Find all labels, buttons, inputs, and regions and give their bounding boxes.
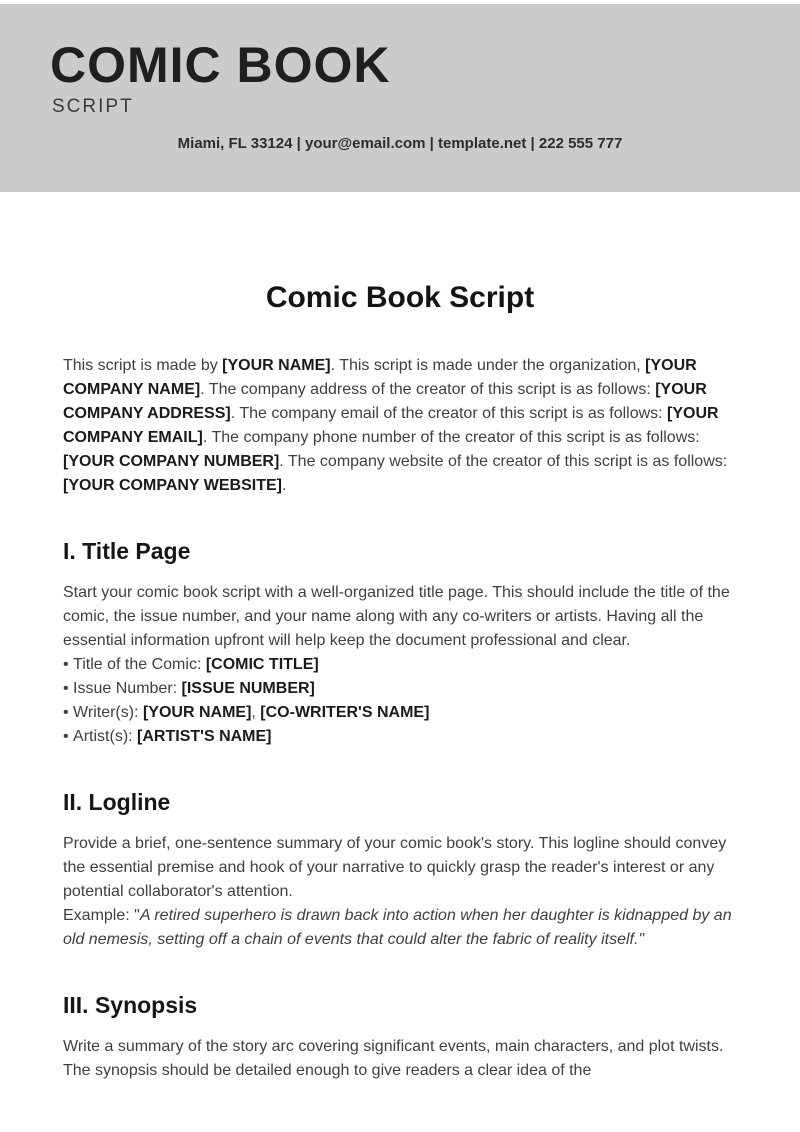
document-body — [0, 280, 800, 1083]
logline-example-paragraph: Example: "A retired superhero is drawn back into action when her daughter is kidnapped by an old nemesis, setting off a chain of events that could alter the fabric of reality itself." — [63, 907, 732, 948]
section-logline — [63, 787, 737, 952]
section-heading-title-page: I. Title Page — [63, 538, 191, 564]
intro-paragraph: This script is made by [YOUR NAME]. This script is made under the organization, [YOUR COMPANY NAME]. The company address of the creator of this script is as follows: [YOUR COMPANY ADDRESS]. The company email of the creator of this script is as follows: [YOUR COMPANY EMAIL]. The company phone number of the creator of this script is as follows: [YOUR COMPANY NUMBER]. The company website of the creator of this script is as follows: [YOUR COMPANY WEBSITE]. — [63, 357, 728, 494]
list-item-issue-number: • Issue Number: [ISSUE NUMBER] — [63, 677, 737, 701]
document-title: Comic Book Script — [265, 281, 535, 314]
title-page-paragraph: Start your comic book script with a well-organized title page. This should include the title of the comic, the issue number, and your name along with any co-writers or artists. Having all the essential information upfront will help keep the document professional and clear. — [63, 584, 730, 649]
letterhead-subtitle: SCRIPT — [52, 96, 134, 117]
list-item-writers: • Writer(s): [YOUR NAME], [CO-WRITER'S NAME] — [63, 701, 737, 725]
synopsis-paragraph: Write a summary of the story arc covering significant events, main characters, and plot twists. The synopsis should be detailed enough to give readers a clear idea of the — [63, 1038, 724, 1079]
section-heading-logline: II. Logline — [63, 789, 171, 815]
letterhead-contact: Miami, FL 33124 | your@email.com | template.net | 222 555 777 — [177, 135, 623, 152]
list-item-artists: • Artist(s): [ARTIST'S NAME] — [63, 725, 737, 749]
section-title-page — [63, 536, 737, 749]
letterhead-title: COMIC BOOK — [50, 37, 391, 93]
section-synopsis — [63, 990, 737, 1083]
list-item-comic-title: • Title of the Comic: [COMIC TITLE] — [63, 653, 737, 677]
title-page-checklist — [63, 653, 737, 749]
letterhead — [0, 4, 800, 192]
section-heading-synopsis: III. Synopsis — [63, 992, 198, 1018]
logline-paragraph: Provide a brief, one-sentence summary of your comic book's story. This logline should convey the essential premise and hook of your narrative to quickly grasp the reader's interest or any potential collaborator's attention. — [63, 835, 727, 900]
